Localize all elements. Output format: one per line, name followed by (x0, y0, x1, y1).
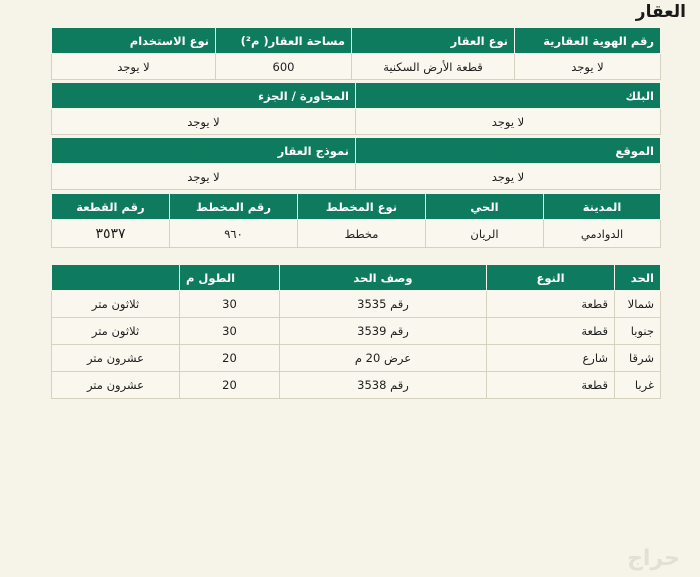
header-boundary-description: وصف الحد (280, 265, 487, 291)
header-property-model: نموذج العقار (52, 138, 356, 164)
header-plan-number: رقم المخطط (170, 194, 298, 220)
boundary-direction: شرقا (615, 345, 661, 372)
boundary-direction: شمالا (615, 291, 661, 318)
boundary-direction: غربا (615, 372, 661, 399)
value-property-type: قطعة الأرض السكنية (352, 54, 515, 80)
header-city: المدينة (544, 194, 661, 220)
header-length-text (52, 265, 180, 291)
boundary-length-text: ثلاثون متر (52, 318, 180, 345)
value-city: الدوادمي (544, 220, 661, 248)
watermark-logo: حراج (627, 546, 680, 571)
boundary-length: 20 (180, 345, 280, 372)
boundary-description: رقم 3538 (280, 372, 487, 399)
header-plan-type: نوع المخطط (298, 194, 426, 220)
table-row (52, 372, 661, 399)
table-row (52, 291, 661, 318)
value-block: لا يوجد (356, 109, 661, 135)
header-neighborhood-part: المجاورة / الجزء (52, 83, 356, 109)
header-length: الطول م (180, 265, 280, 291)
header-district: الحي (426, 194, 544, 220)
boundary-length: 20 (180, 372, 280, 399)
location-table (51, 137, 661, 190)
value-plan-type: مخطط (298, 220, 426, 248)
header-property-id: رقم الهوية العقارية (515, 28, 661, 54)
header-plot-number: رقم القطعة (52, 194, 170, 220)
boundary-type: شارع (487, 345, 615, 372)
plan-table (51, 193, 661, 248)
header-property-type: نوع العقار (352, 28, 515, 54)
header-block: البلك (356, 83, 661, 109)
table-row (52, 318, 661, 345)
boundary-type: قطعة (487, 318, 615, 345)
table-row (52, 345, 661, 372)
value-plot-number: ٣٥٣٧ (52, 220, 170, 248)
header-boundary: الحد (615, 265, 661, 291)
value-district: الريان (426, 220, 544, 248)
value-usage-type: لا يوجد (52, 54, 216, 80)
boundaries-table (51, 264, 661, 399)
boundary-length-text: عشرون متر (52, 372, 180, 399)
boundary-description: رقم 3539 (280, 318, 487, 345)
boundary-type: قطعة (487, 291, 615, 318)
boundary-type: قطعة (487, 372, 615, 399)
header-location: الموقع (356, 138, 661, 164)
boundary-length: 30 (180, 291, 280, 318)
value-neighborhood-part: لا يوجد (52, 109, 356, 135)
boundary-length: 30 (180, 318, 280, 345)
boundary-length-text: عشرون متر (52, 345, 180, 372)
boundary-length-text: ثلاثون متر (52, 291, 180, 318)
boundary-description: عرض 20 م (280, 345, 487, 372)
header-property-area: مساحة العقار( م²) (216, 28, 352, 54)
value-property-id: لا يوجد (515, 54, 661, 80)
boundary-description: رقم 3535 (280, 291, 487, 318)
header-usage-type: نوع الاستخدام (52, 28, 216, 54)
value-property-area: 600 (216, 54, 352, 80)
page-title: العقار (635, 2, 686, 22)
value-property-model: لا يوجد (52, 164, 356, 190)
header-boundary-type: النوع (487, 265, 615, 291)
block-table (51, 82, 661, 135)
boundary-direction: جنوبا (615, 318, 661, 345)
property-info-table (51, 27, 661, 80)
value-plan-number: ٩٦٠ (170, 220, 298, 248)
value-location: لا يوجد (356, 164, 661, 190)
